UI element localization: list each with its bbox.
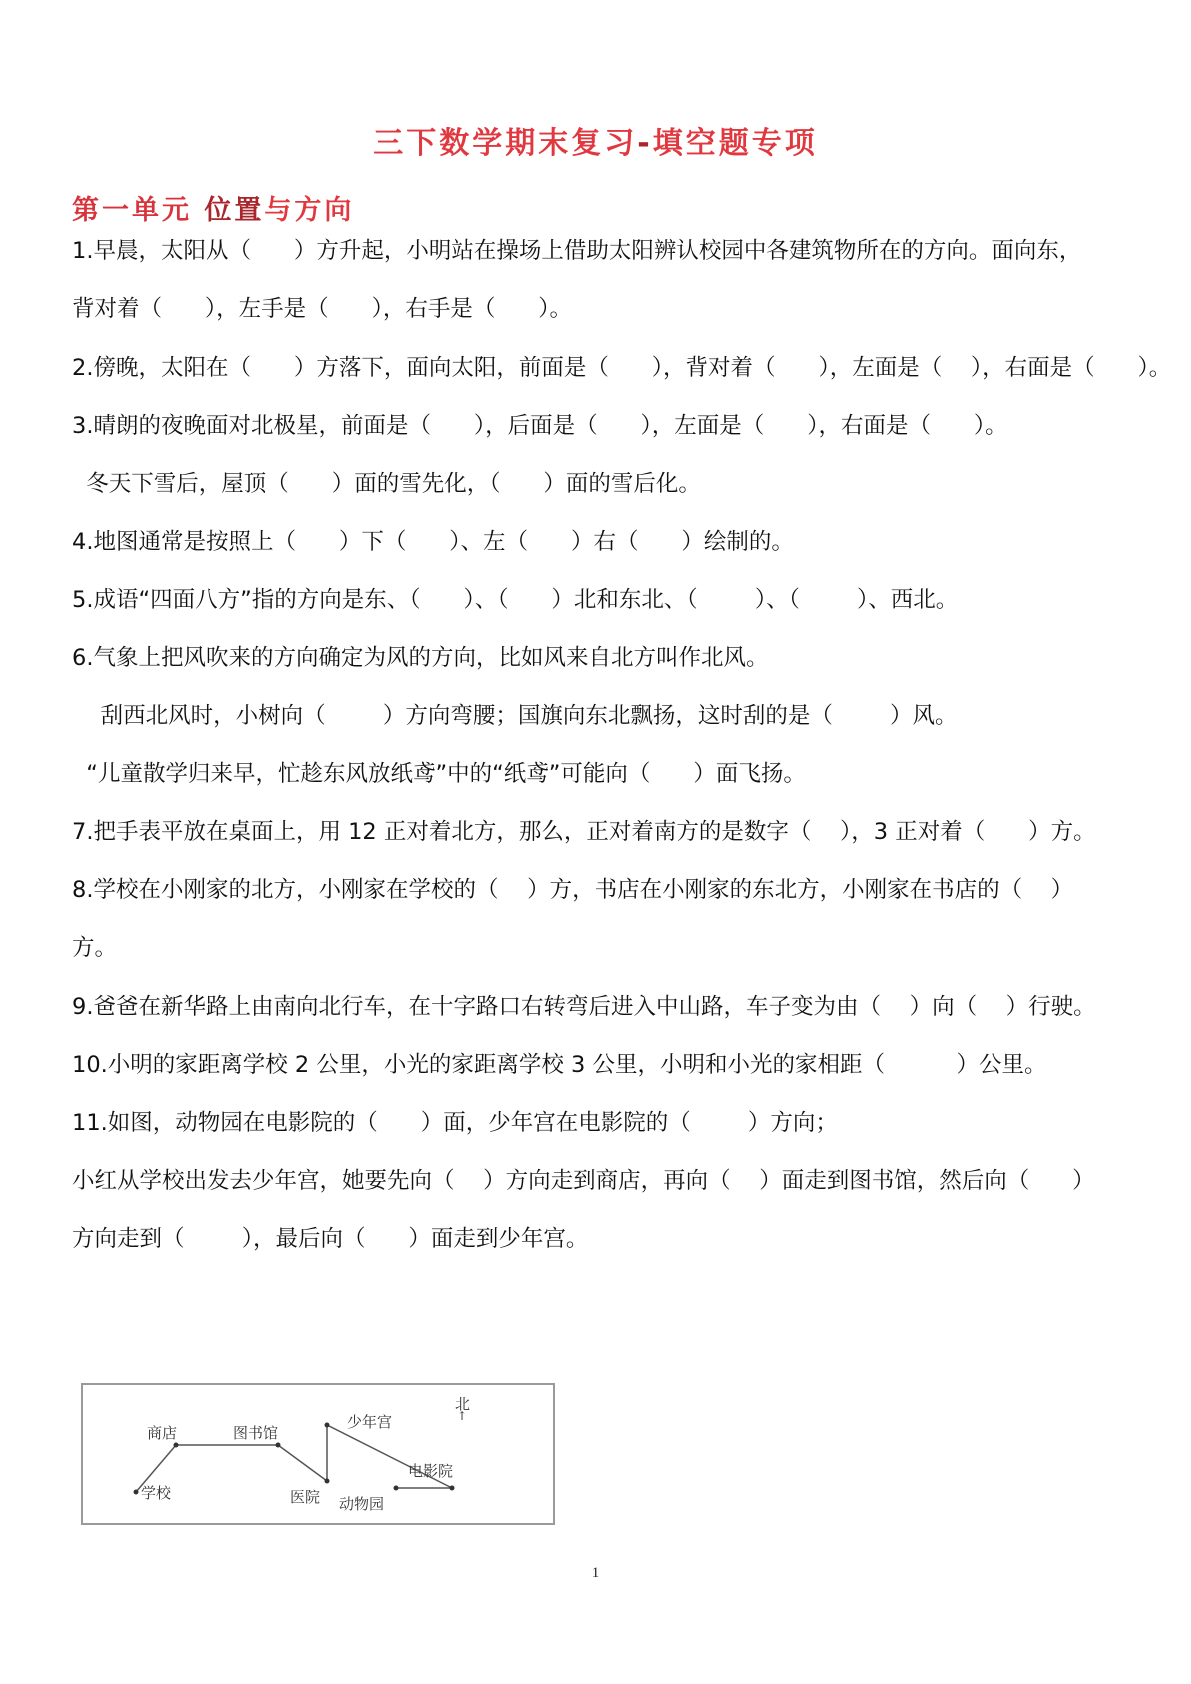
section-topic-1: 位置 — [192, 195, 265, 226]
map-diagram — [81, 1383, 555, 1525]
place-label: 图书馆 — [233, 1424, 279, 1442]
place-dot — [394, 1486, 399, 1491]
question-line: 8.学校在小刚家的北方，小刚家在学校的（ ）方，书店在小刚家的东北方，小刚家在书店的（ ） — [72, 877, 1074, 903]
question-line: 10.小明的家距离学校 2 公里，小光的家距离学校 3 公里，小明和小光的家相距（ ）公里。 — [72, 1052, 1047, 1078]
title-part-1: 三下数学期末复习 — [373, 126, 638, 161]
place-label: 医院 — [290, 1488, 321, 1506]
place-dot — [450, 1486, 455, 1491]
question-line: 6.气象上把风吹来的方向确定为风的方向，比如风来自北方叫作北风。 — [72, 645, 769, 671]
section-heading — [72, 188, 354, 227]
title-part-2: 填空题专项 — [652, 126, 818, 161]
question-line: 3.晴朗的夜晚面对北极星，前面是（ ），后面是（ ），左面是（ ），右面是（ ）。 — [72, 413, 1008, 439]
question-line: 方向走到（ ），最后向（ ）面走到少年宫。 — [72, 1226, 589, 1252]
page-number: 1 — [591, 1565, 600, 1581]
place-label: 学校 — [141, 1484, 172, 1502]
place-dot — [174, 1443, 179, 1448]
question-line: 背对着（ ），左手是（ ），右手是（ ）。 — [72, 296, 572, 322]
place-dot — [325, 1423, 330, 1428]
section-unit: 第一单元 — [72, 195, 192, 226]
question-line: 5.成语“四面八方”指的方向是东、（ ）、（ ）北和东北、（ ）、（ ）、西北。 — [72, 587, 959, 613]
question-line: 9.爸爸在新华路上由南向北行车，在十字路口右转弯后进入中山路，车子变为由（ ）向（ ）行驶。 — [72, 994, 1096, 1020]
north-arrow-icon: ↑ — [457, 1409, 468, 1423]
north-label: 北 — [455, 1395, 471, 1413]
question-line: 刮西北风时，小树向（ ）方向弯腰；国旗向东北飘扬，这时刮的是（ ）风。 — [72, 703, 958, 729]
question-line: “儿童散学归来早，忙趁东风放纸鸢”中的“纸鸢”可能向（ ）面飞扬。 — [72, 761, 806, 787]
question-line: 4.地图通常是按照上（ ）下（ ）、左（ ）右（ ）绘制的。 — [72, 529, 794, 555]
place-dot — [276, 1443, 281, 1448]
question-line: 小红从学校出发去少年宫，她要先向（ ）方向走到商店，再向（ ）面走到图书馆，然后向（ ） — [72, 1168, 1095, 1194]
place-label: 动物园 — [339, 1495, 385, 1513]
title-dash: - — [637, 126, 653, 161]
page-title — [0, 118, 1191, 162]
place-label: 少年宫 — [347, 1413, 393, 1431]
question-line: 7.把手表平放在桌面上，用 12 正对着北方，那么，正对着南方的是数字（ ），3 正对着（ ）方。 — [72, 819, 1096, 845]
place-label: 电影院 — [408, 1462, 454, 1480]
question-line: 1.早晨，太阳从（ ）方升起，小明站在操场上借助太阳辨认校园中各建筑物所在的方向。面向东， — [72, 238, 1082, 264]
question-line: 冬天下雪后，屋顶（ ）面的雪先化，（ ）面的雪后化。 — [72, 471, 701, 497]
place-label: 商店 — [147, 1424, 178, 1442]
question-line: 方。 — [72, 935, 118, 961]
question-line: 2.傍晚，太阳在（ ）方落下，面向太阳，前面是（ ），背对着（ ），左面是（ ），右面是（ ）。 — [72, 355, 1172, 381]
question-line: 11.如图，动物园在电影院的（ ）面，少年宫在电影院的（ ）方向； — [72, 1110, 838, 1136]
place-dot — [325, 1479, 330, 1484]
section-topic-2: 与方向 — [264, 195, 355, 226]
place-dot — [134, 1490, 139, 1495]
